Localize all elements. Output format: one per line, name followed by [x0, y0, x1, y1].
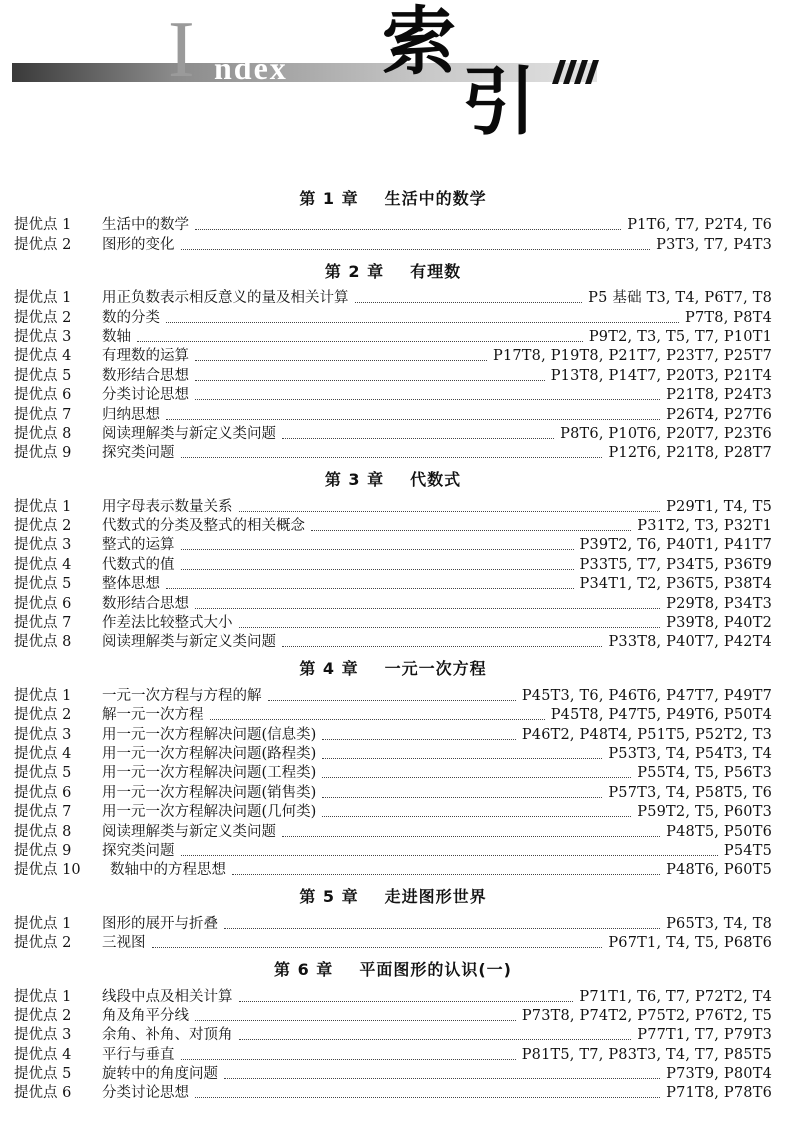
chapter-heading [14, 182, 772, 216]
toc-entry [14, 497, 772, 516]
chapter-title: 有理数 [410, 261, 462, 281]
entry-pages: P57T3, T4, P58T5, T6 [608, 784, 772, 801]
dot-leader [282, 646, 602, 647]
chapter-number: 第 5 章 [299, 887, 359, 907]
header-chinese-suo: 索 [382, 0, 456, 85]
chapter-number: 第 1 章 [299, 189, 359, 208]
entry-label: 提优点 2 [14, 309, 72, 326]
dot-leader [322, 739, 515, 740]
entry-pages: P45T8, P47T5, P49T6, P50T4 [550, 707, 772, 724]
header-chinese-yin: 引 [462, 59, 536, 145]
entry-label: 提优点 1 [14, 988, 72, 1005]
toc-entry [14, 861, 772, 880]
toc-entry [14, 764, 772, 783]
dot-leader [210, 719, 545, 720]
dot-leader [181, 569, 574, 570]
entry-pages: P73T8, P74T2, P75T2, P76T2, T5 [521, 1007, 772, 1024]
entry-title: 图形的展开与折叠 [102, 915, 218, 932]
entry-pages: P26T4, P27T6 [666, 406, 772, 423]
dot-leader [181, 855, 718, 856]
toc-entry [14, 536, 772, 555]
entry-label: 提优点 5 [14, 1066, 72, 1083]
chapter-heading [14, 953, 772, 987]
chapter-title: 生活中的数学 [384, 189, 487, 208]
entry-title: 数的分类 [102, 309, 160, 326]
dot-leader [195, 360, 487, 361]
entry-label: 提优点 3 [14, 328, 72, 345]
entry-pages: P8T6, P10T6, P20T7, P23T6 [560, 425, 772, 442]
entry-title: 作差法比较整式大小 [102, 615, 233, 632]
entry-title: 用一元一次方程解决问题(信息类) [102, 726, 317, 743]
toc-entry [14, 686, 772, 705]
entry-label: 提优点 7 [14, 615, 72, 632]
toc-entry [14, 216, 772, 235]
entry-label: 提优点 7 [14, 406, 72, 423]
entry-title: 数形结合思想 [102, 595, 189, 612]
entry-label: 提优点 2 [14, 935, 72, 952]
entry-label: 提优点 10 [14, 862, 81, 879]
dot-leader [195, 1020, 516, 1021]
dot-leader [152, 947, 603, 948]
entry-title: 分类讨论思想 [102, 387, 189, 404]
dot-leader [232, 874, 660, 875]
entry-pages: P48T6, P60T5 [666, 862, 772, 879]
entry-pages: P21T8, P24T3 [666, 387, 772, 404]
toc-entry [14, 386, 772, 405]
dot-leader [322, 797, 602, 798]
entry-title: 探究类问题 [102, 842, 175, 859]
chapter-number: 第 3 章 [324, 470, 385, 490]
entry-title: 阅读理解类与新定义类问题 [102, 425, 276, 442]
dot-leader [355, 302, 583, 303]
entry-label: 提优点 8 [14, 634, 72, 651]
entry-pages: P7T8, P8T4 [685, 309, 772, 326]
toc-entry [14, 308, 772, 327]
entry-label: 提优点 3 [14, 537, 72, 554]
dot-leader [322, 816, 631, 817]
toc-entry [14, 987, 772, 1006]
dot-leader [166, 588, 574, 589]
toc-entry [14, 614, 772, 633]
entry-label: 提优点 1 [14, 290, 72, 307]
entry-pages: P65T3, T4, T8 [666, 915, 772, 932]
toc-entry [14, 425, 772, 444]
entry-pages: P71T1, T6, T7, P72T2, T4 [579, 988, 772, 1005]
dot-leader [239, 511, 661, 512]
entry-label: 提优点 1 [14, 217, 72, 234]
entry-pages: P73T9, P80T4 [666, 1066, 772, 1083]
entry-pages: P29T8, P34T3 [666, 595, 772, 612]
entry-title: 用正负数表示相反意义的量及相关计算 [102, 290, 349, 307]
toc-entry [14, 822, 772, 841]
toc-entry [14, 328, 772, 347]
entry-pages: P39T8, P40T2 [666, 615, 772, 632]
entry-label: 提优点 2 [14, 518, 72, 535]
chapter-heading [14, 880, 772, 914]
toc-entry [14, 235, 772, 254]
entry-title: 数轴 [102, 328, 131, 345]
entry-label: 提优点 6 [14, 784, 72, 801]
entry-label: 提优点 3 [14, 726, 72, 743]
header-slash-stripes [552, 60, 602, 84]
dot-leader [311, 530, 631, 531]
entry-pages: P9T2, T3, T5, T7, P10T1 [588, 328, 772, 345]
entry-pages: P17T8, P19T8, P21T7, P23T7, P25T7 [493, 348, 772, 365]
toc-entry [14, 803, 772, 822]
dot-leader [239, 627, 661, 628]
entry-label: 提优点 1 [14, 687, 72, 704]
entry-label: 提优点 1 [14, 915, 72, 932]
entry-title: 旋转中的角度问题 [102, 1066, 218, 1083]
entry-title: 一元一次方程与方程的解 [102, 687, 262, 704]
entry-label: 提优点 3 [14, 1027, 72, 1044]
entry-label: 提优点 5 [14, 576, 72, 593]
chapter-title: 一元一次方程 [384, 659, 487, 679]
entry-title: 数形结合思想 [102, 367, 189, 384]
toc-entry [14, 1026, 772, 1045]
entry-label: 提优点 4 [14, 556, 72, 573]
entry-pages: P5 基础 T3, T4, P6T7, T8 [588, 290, 772, 307]
entry-title: 阅读理解类与新定义类问题 [102, 634, 276, 651]
entry-title: 有理数的运算 [102, 348, 189, 365]
entry-title: 角及角平分线 [102, 1007, 189, 1024]
chapter-heading [14, 463, 772, 497]
dot-leader [166, 322, 679, 323]
entry-label: 提优点 9 [14, 842, 72, 859]
entry-label: 提优点 2 [14, 1007, 72, 1024]
entry-pages: P71T8, P78T6 [666, 1085, 772, 1102]
toc-entry [14, 842, 772, 861]
toc-entry [14, 517, 772, 536]
entry-pages: P54T5 [723, 842, 772, 859]
entry-pages: P12T6, P21T8, P28T7 [608, 445, 772, 462]
entry-title: 生活中的数学 [102, 217, 189, 234]
toc-entry [14, 1007, 772, 1026]
chapter-title: 平面图形的认识(一) [359, 960, 512, 980]
toc-entry [14, 1045, 772, 1064]
entry-pages: P3T3, T7, P4T3 [656, 236, 772, 253]
entry-label: 提优点 5 [14, 765, 72, 782]
entry-pages: P34T1, T2, P36T5, P38T4 [579, 576, 772, 593]
dot-leader [181, 1059, 516, 1060]
entry-label: 提优点 6 [14, 1085, 72, 1102]
entry-title: 阅读理解类与新定义类问题 [102, 823, 276, 840]
header-index-word: ndex [214, 50, 288, 86]
entry-title: 整体思想 [102, 576, 160, 593]
toc-entry [14, 575, 772, 594]
dot-leader [195, 399, 660, 400]
chapter-heading [14, 255, 772, 289]
entry-title: 整式的运算 [102, 537, 175, 554]
entry-pages: P29T1, T4, T5 [666, 498, 772, 515]
dot-leader [181, 457, 603, 458]
entry-label: 提优点 6 [14, 387, 72, 404]
dot-leader [195, 380, 545, 381]
dot-leader [268, 700, 516, 701]
toc-entry [14, 289, 772, 308]
dot-leader [195, 608, 660, 609]
chapter-title: 走进图形世界 [384, 887, 487, 907]
entry-pages: P13T8, P14T7, P20T3, P21T4 [550, 367, 772, 384]
dot-leader [224, 1078, 660, 1079]
toc-entry [14, 633, 772, 652]
chapter-number: 第 6 章 [274, 960, 334, 980]
toc-entry [14, 594, 772, 613]
toc-entry [14, 783, 772, 802]
dot-leader [322, 758, 602, 759]
dot-leader [181, 249, 651, 250]
toc-entry [14, 555, 772, 574]
entry-label: 提优点 6 [14, 595, 72, 612]
entry-title: 解一元一次方程 [102, 707, 204, 724]
entry-title: 归纳思想 [102, 406, 160, 423]
entry-title: 图形的变化 [102, 236, 175, 253]
entry-title: 数轴中的方程思想 [110, 862, 226, 879]
toc-entry [14, 934, 772, 953]
entry-pages: P77T1, T7, P79T3 [637, 1027, 772, 1044]
entry-label: 提优点 7 [14, 804, 72, 821]
entry-title: 用一元一次方程解决问题(销售类) [102, 784, 317, 801]
entry-pages: P46T2, P48T4, P51T5, P52T2, T3 [521, 726, 772, 743]
entry-title: 平行与垂直 [102, 1046, 175, 1063]
entry-label: 提优点 5 [14, 367, 72, 384]
entry-label: 提优点 9 [14, 445, 72, 462]
entry-title: 代数式的分类及整式的相关概念 [102, 518, 305, 535]
dot-leader [282, 438, 554, 439]
entry-title: 代数式的值 [102, 556, 175, 573]
entry-label: 提优点 2 [14, 707, 72, 724]
table-of-contents [14, 182, 772, 1103]
dot-leader [224, 928, 660, 929]
dot-leader [239, 1001, 574, 1002]
entry-label: 提优点 4 [14, 348, 72, 365]
entry-pages: P67T1, T4, T5, P68T6 [608, 935, 772, 952]
toc-entry [14, 1065, 772, 1084]
toc-entry [14, 706, 772, 725]
chapter-heading [14, 652, 772, 686]
dot-leader [137, 341, 583, 342]
entry-pages: P33T8, P40T7, P42T4 [608, 634, 772, 651]
entry-pages: P59T2, T5, P60T3 [637, 804, 772, 821]
dot-leader [166, 419, 660, 420]
header-big-letter: I [168, 6, 195, 94]
entry-title: 线段中点及相关计算 [102, 988, 233, 1005]
entry-pages: P55T4, T5, P56T3 [637, 765, 772, 782]
entry-title: 用字母表示数量关系 [102, 498, 233, 515]
dot-leader [181, 549, 574, 550]
entry-title: 余角、补角、对顶角 [102, 1027, 233, 1044]
entry-label: 提优点 4 [14, 745, 72, 762]
dot-leader [282, 836, 660, 837]
dot-leader [195, 1097, 660, 1098]
entry-pages: P45T3, T6, P46T6, P47T7, P49T7 [521, 687, 772, 704]
entry-title: 用一元一次方程解决问题(几何类) [102, 804, 317, 821]
entry-label: 提优点 4 [14, 1046, 72, 1063]
toc-entry [14, 347, 772, 366]
entry-title: 分类讨论思想 [102, 1085, 189, 1102]
entry-title: 用一元一次方程解决问题(路程类) [102, 745, 317, 762]
toc-entry [14, 914, 772, 933]
toc-entry [14, 745, 772, 764]
entry-pages: P33T5, T7, P34T5, P36T9 [579, 556, 772, 573]
toc-entry [14, 1084, 772, 1103]
entry-pages: P81T5, T7, P83T3, T4, T7, P85T5 [521, 1046, 772, 1063]
chapter-number: 第 4 章 [299, 659, 359, 679]
entry-pages: P39T2, T6, P40T1, P41T7 [579, 537, 772, 554]
entry-label: 提优点 8 [14, 425, 72, 442]
toc-entry [14, 366, 772, 385]
chapter-number: 第 2 章 [324, 261, 385, 281]
entry-label: 提优点 1 [14, 498, 72, 515]
entry-label: 提优点 8 [14, 823, 72, 840]
dot-leader [239, 1039, 632, 1040]
entry-title: 探究类问题 [102, 445, 175, 462]
entry-pages: P53T3, T4, P54T3, T4 [608, 745, 772, 762]
entry-pages: P1T6, T7, P2T4, T6 [627, 217, 772, 234]
toc-entry [14, 444, 772, 463]
dot-leader [195, 229, 621, 230]
entry-title: 三视图 [102, 935, 146, 952]
entry-title: 用一元一次方程解决问题(工程类) [102, 765, 317, 782]
entry-pages: P48T5, P50T6 [666, 823, 772, 840]
dot-leader [322, 777, 631, 778]
chapter-title: 代数式 [410, 470, 462, 490]
toc-entry [14, 725, 772, 744]
entry-pages: P31T2, T3, P32T1 [637, 518, 772, 535]
entry-label: 提优点 2 [14, 236, 72, 253]
toc-entry [14, 405, 772, 424]
